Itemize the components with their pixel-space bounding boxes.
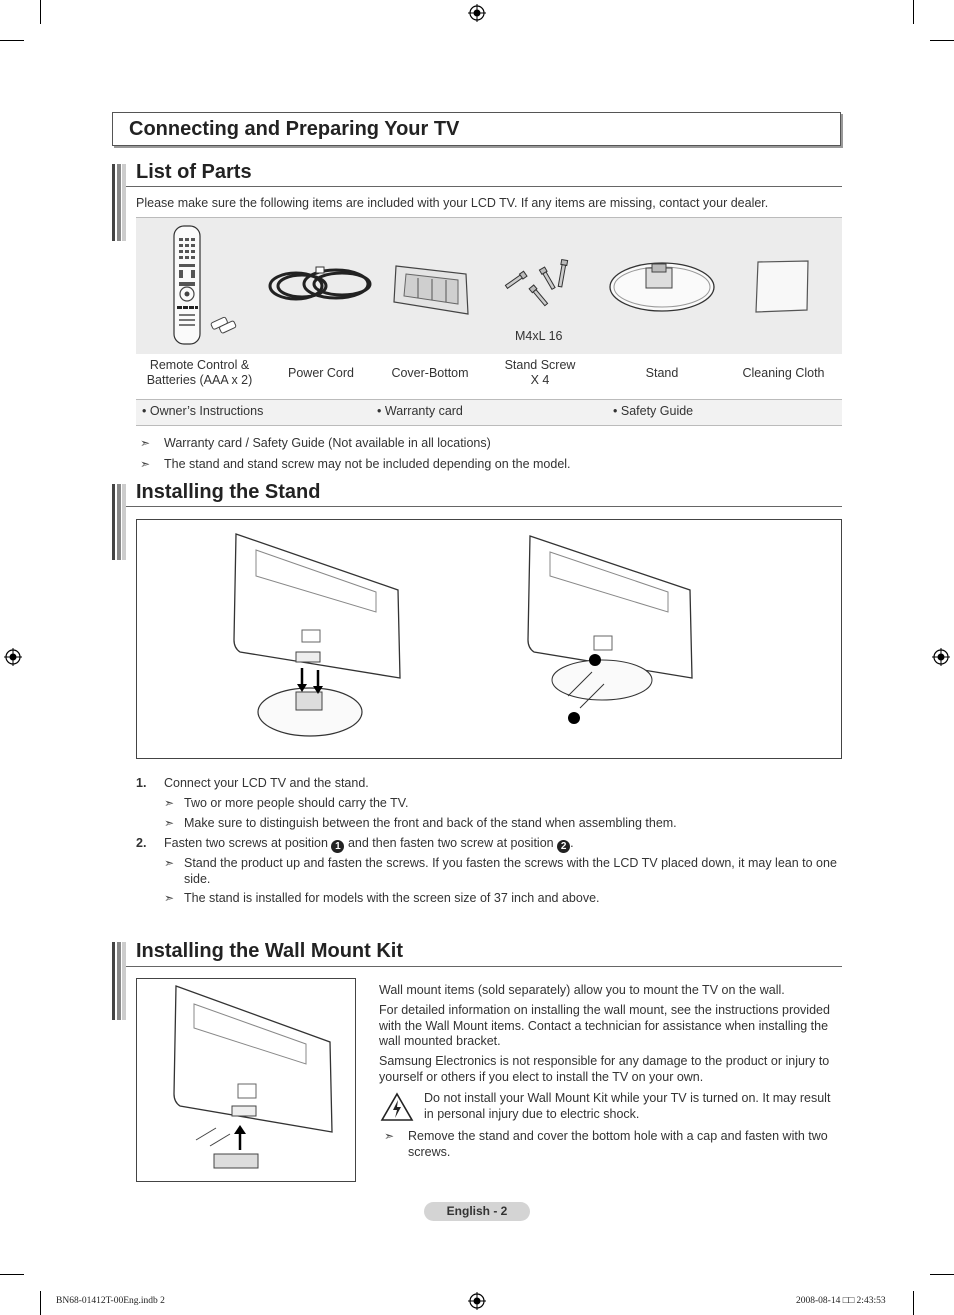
- parts-note: Warranty card / Safety Guide (Not available in all locations): [164, 436, 491, 450]
- stand-screw-icon: [504, 258, 574, 312]
- note-arrow-icon: ➣: [164, 856, 175, 870]
- wall-mount-para: For detailed information on installing the wall mount, see the instructions provided with the Wall Mount items. Contact a technician for assistance when installing the wall mounted bracket.: [379, 1003, 830, 1048]
- cleaning-cloth-icon: [752, 258, 812, 316]
- note-arrow-icon: ➣: [384, 1129, 395, 1143]
- step-number: 1.: [136, 776, 147, 790]
- position-marker: 2: [557, 840, 570, 853]
- crop-mark: [913, 0, 914, 24]
- stand-icon: [608, 260, 718, 314]
- crop-mark: [40, 1291, 41, 1315]
- section-bar: [112, 164, 126, 241]
- part-label: Power Cord: [288, 366, 354, 380]
- position-marker: 1: [331, 840, 344, 853]
- footer-timestamp: 2008-08-14 □□ 2:43:53: [796, 1296, 886, 1306]
- note-arrow-icon: ➣: [164, 891, 175, 905]
- footer-file: BN68-01412T-00Eng.indb 2: [56, 1296, 165, 1306]
- wall-mount-note: Remove the stand and cover the bottom hole with a cap and fasten with two screws.: [408, 1129, 828, 1159]
- section-rule: [126, 506, 842, 507]
- registration-mark-icon: [932, 648, 950, 666]
- note-arrow-icon: ➣: [140, 436, 151, 450]
- step-note: Make sure to distinguish between the front and back of the stand when assembling them.: [184, 816, 677, 830]
- parts-image-row: [136, 218, 842, 354]
- part-label: Stand: [645, 366, 679, 380]
- document-item: • Safety Guide: [613, 404, 694, 418]
- crop-mark: [930, 1274, 954, 1275]
- tv-back-illustration: [166, 982, 336, 1174]
- tv-back-illustration: [226, 530, 406, 740]
- page-title: Connecting and Preparing Your TV: [129, 118, 460, 140]
- section-rule: [126, 966, 842, 967]
- section-bar: [112, 942, 126, 1020]
- step-text: Fasten two screws at position 1 and then fasten two screw at position 2 .: [164, 836, 574, 852]
- wall-mount-warning: Do not install your Wall Mount Kit while your TV is turned on. It may result in personal injury due to electric shock.: [424, 1091, 831, 1121]
- power-cord-icon: [266, 262, 376, 310]
- tv-back-illustration: [520, 532, 700, 732]
- remote-control-icon: [164, 224, 240, 348]
- parts-intro: Please make sure the following items are included with your LCD TV. If any items are missing, contact your dealer.: [136, 196, 769, 210]
- step-note: The stand is installed for models with the screen size of 37 inch and above.: [184, 891, 600, 905]
- document-item: • Owner’s Instructions: [142, 404, 264, 418]
- electric-shock-warning-icon: [380, 1092, 414, 1122]
- crop-mark: [40, 0, 41, 24]
- note-arrow-icon: ➣: [140, 457, 151, 471]
- step-number: 2.: [136, 836, 147, 850]
- part-label: Stand Screw X 4: [504, 358, 576, 387]
- note-arrow-icon: ➣: [164, 796, 175, 810]
- registration-mark-icon: [468, 4, 486, 22]
- step-note: Stand the product up and fasten the screws. If you fasten the screws with the LCD TV placed down, it may lean to one side.: [184, 856, 837, 886]
- crop-mark: [0, 1274, 24, 1275]
- crop-mark: [0, 40, 24, 41]
- step-text: Connect your LCD TV and the stand.: [164, 776, 369, 790]
- section-bar: [112, 484, 126, 560]
- section-rule: [126, 186, 842, 187]
- parts-note: The stand and stand screw may not be included depending on the model.: [164, 457, 571, 471]
- wall-mount-heading: Installing the Wall Mount Kit: [136, 940, 404, 962]
- wall-mount-para: Wall mount items (sold separately) allow you to mount the TV on the wall.: [379, 983, 785, 997]
- page-number: English - 2: [424, 1202, 530, 1221]
- installing-stand-heading: Installing the Stand: [136, 481, 321, 503]
- page-title-box: [112, 112, 841, 146]
- step-note: Two or more people should carry the TV.: [184, 796, 409, 810]
- registration-mark-icon: [468, 1292, 486, 1310]
- crop-mark: [913, 1291, 914, 1315]
- crop-mark: [930, 40, 954, 41]
- part-label: Cleaning Cloth: [742, 366, 825, 380]
- wall-mount-para: Samsung Electronics is not responsible for any damage to the product or injury to yourself or others if you elect to install the TV on your own.: [379, 1054, 830, 1084]
- part-label: Cover-Bottom: [391, 366, 469, 380]
- registration-mark-icon: [4, 648, 22, 666]
- screw-size-note: M4xL 16: [515, 329, 563, 343]
- note-arrow-icon: ➣: [164, 816, 175, 830]
- cover-bottom-icon: [388, 260, 472, 320]
- document-item: • Warranty card: [377, 404, 463, 418]
- list-of-parts-heading: List of Parts: [136, 161, 252, 183]
- part-label: Remote Control & Batteries (AAA x 2): [146, 358, 253, 387]
